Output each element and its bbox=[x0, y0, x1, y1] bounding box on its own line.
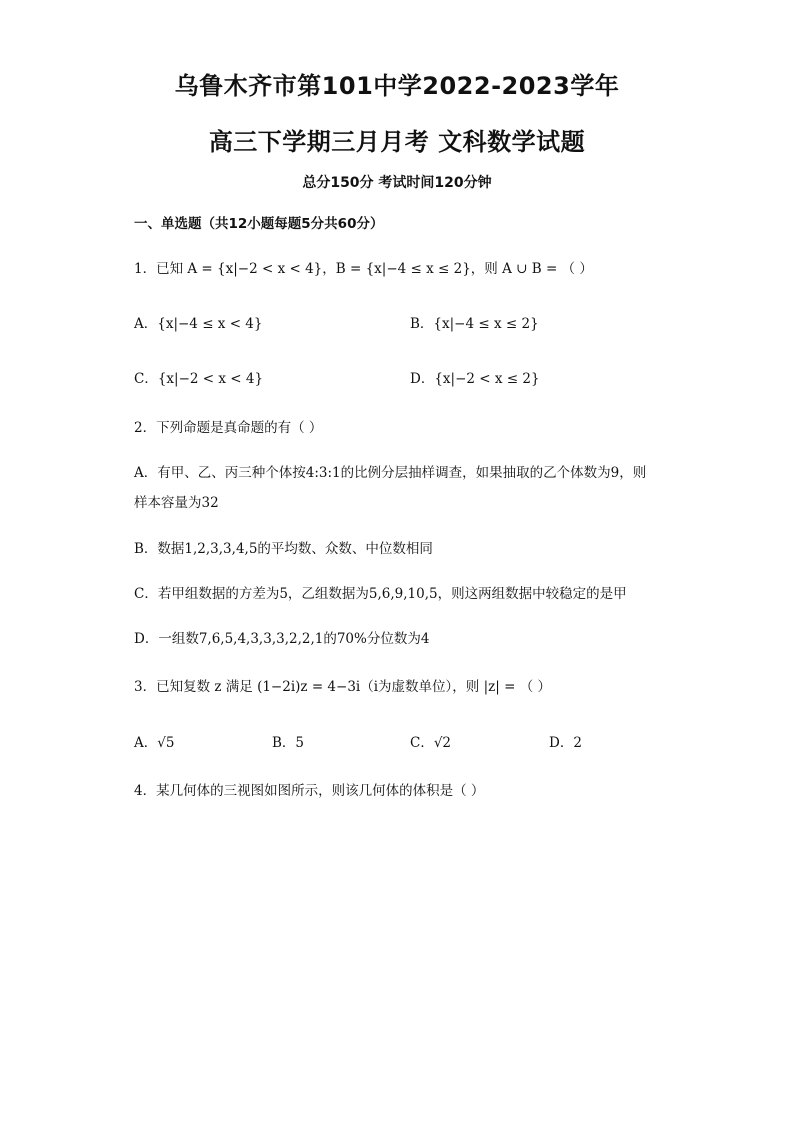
question-3-option-b: B．5 bbox=[272, 735, 305, 751]
question-3-stem: 3．已知复数 z 满足 (1−2i)z = 4−3i（i为虚数单位），则 |z| = （ ） bbox=[134, 679, 551, 695]
question-1-option-b: B．{x|−4 ≤ x ≤ 2} bbox=[410, 316, 539, 332]
question-3-option-a: A．√5 bbox=[134, 735, 175, 751]
question-1-option-c: C．{x|−2 < x < 4} bbox=[134, 371, 264, 387]
exam-title-line2: 高三下学期三月月考 文科数学试题 bbox=[208, 128, 586, 156]
question-3-option-c: C．√2 bbox=[410, 735, 452, 751]
exam-subtitle: 总分150分 考试时间120分钟 bbox=[302, 175, 492, 191]
question-2-option-d: D．一组数7,6,5,4,3,3,3,2,2,1的70%分位数为4 bbox=[134, 631, 430, 647]
question-1-stem: 1．已知 A = {x|−2 < x < 4}，B = {x|−4 ≤ x ≤ 2}，则 A ∪ B = （ ） bbox=[134, 261, 593, 277]
exam-title-line1: 乌鲁木齐市第101中学2022-2023学年 bbox=[174, 72, 620, 100]
question-4-stem: 4．某几何体的三视图如图所示，则该几何体的体积是（ ） bbox=[134, 783, 485, 799]
question-2-option-a: A．有甲、乙、丙三种个体按4:3:1的比例分层抽样调查，如果抽取的乙个体数为9，则 bbox=[134, 465, 647, 481]
question-1-option-a: A．{x|−4 ≤ x < 4} bbox=[134, 316, 263, 332]
question-2-option-a-continued: 样本容量为32 bbox=[134, 495, 219, 511]
question-2-stem: 2．下列命题是真命题的有（ ） bbox=[134, 420, 323, 436]
question-3-option-d: D．2 bbox=[549, 735, 582, 751]
question-2-option-c: C．若甲组数据的方差为5，乙组数据为5,6,9,10,5，则这两组数据中较稳定的是甲 bbox=[134, 586, 627, 602]
question-1-option-d: D．{x|−2 < x ≤ 2} bbox=[410, 371, 540, 387]
question-2-option-b: B．数据1,2,3,3,4,5的平均数、众数、中位数相同 bbox=[134, 541, 433, 557]
section-heading: 一、单选题（共12小题每题5分共60分） bbox=[134, 216, 384, 232]
